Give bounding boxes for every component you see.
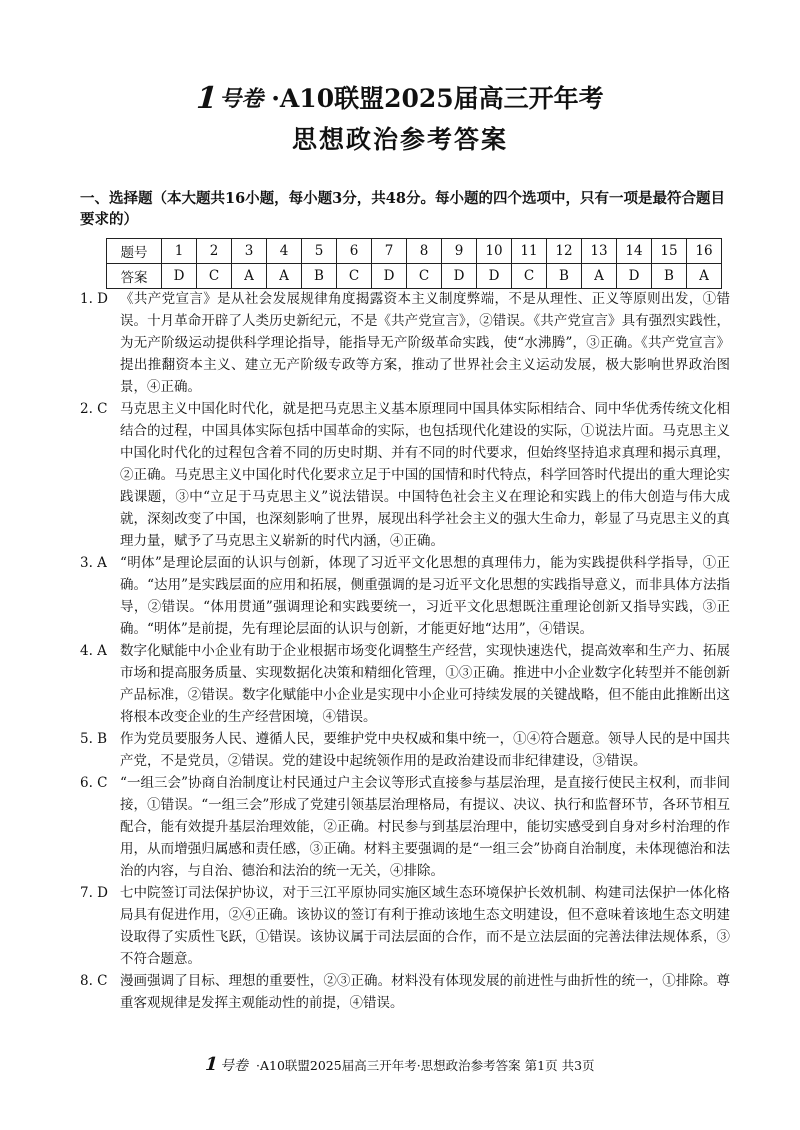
brand-logo <box>191 81 264 116</box>
row-label-number: 题号 <box>107 239 162 264</box>
page-footer <box>0 1054 800 1075</box>
list-item <box>80 772 730 882</box>
list-item <box>80 882 730 970</box>
exam-title: ·A10联盟2025届高三开年考 <box>271 84 604 113</box>
table-cell: 8 <box>407 239 442 264</box>
question-number: 5. B <box>80 731 108 747</box>
table-cell: D <box>372 264 407 289</box>
question-explanation: 数字化赋能中小企业有助于企业根据市场变化调整生产经营，实现快速迭代，提高效率和生产力、拓展市场和提高服务质量、实现数据化决策和精细化管理，①③正确。推进中小企业数字化转型并不能创新产品标准，②错误。数字化赋能中小企业是实现中小企业可持续发展的关键战略，但不能由此推断出这将根本改变企业的生产经营困境，④错误。 <box>120 643 730 725</box>
table-cell: A <box>232 264 267 289</box>
table-cell: B <box>302 264 337 289</box>
table-cell: 7 <box>372 239 407 264</box>
table-cell: C <box>512 264 547 289</box>
table-cell: 16 <box>687 239 722 264</box>
footer-text: ·A10联盟2025届高三开年考·思想政治参考答案 第1页 共3页 <box>255 1057 595 1073</box>
row-label-answer: 答案 <box>107 264 162 289</box>
table-cell: 10 <box>477 239 512 264</box>
question-number: 3. A <box>80 555 107 571</box>
table-cell: D <box>442 264 477 289</box>
table-cell: C <box>407 264 442 289</box>
footer-brand-logo <box>202 1054 248 1075</box>
question-explanation: “一组三会”协商自治制度让村民通过户主会议等形式直接参与基层治理，是直接行使民主权利，而非间接，①错误。“一组三会”形成了党建引领基层治理格局，有提议、决议、执行和监督环节，各环节相互配合，能有效提升基层治理效能，②正确。村民参与到基层治理中，能切实感受到自身对乡村治理的作用，从而增强归属感和责任感，③正确。材料主要强调的是“一组三会”协商自治制度，未体现德治和法治的内容，与自治、德治和法治的统一无关，④排除。 <box>120 775 730 879</box>
table-cell: 15 <box>652 239 687 264</box>
table-cell: D <box>477 264 512 289</box>
question-explanation: 漫画强调了目标、理想的重要性，②③正确。材料没有体现发展的前进性与曲折性的统一，①排除。尊重客观规律是发挥主观能动性的前提，④错误。 <box>120 973 730 1011</box>
question-number: 6. C <box>80 775 108 791</box>
question-explanation: 《共产党宣言》是从社会发展规律角度揭露资本主义制度弊端，不是从理性、正义等原则出发，①错误。十月革命开辟了人类历史新纪元，不是《共产党宣言》，②错误。《共产党宣言》具有强烈实践性，为无产阶级运动提供科学理论指导，能指导无产阶级革命实践，使“水沸腾”，③正确。《共产党宣言》提出推翻资本主义、建立无产阶级专政等方案，推动了世界社会主义运动发展，极大影响世界政治图景，④正确。 <box>120 291 730 395</box>
table-cell: 2 <box>197 239 232 264</box>
table-cell: 1 <box>162 239 197 264</box>
question-explanation: 作为党员要服务人民、遵循人民，要维护党中央权威和集中统一，①④符合题意。领导人民的是中国共产党，不是党员，②错误。党的建设中起统领作用的是政治建设而非纪律建设，③错误。 <box>120 731 730 769</box>
table-cell: D <box>617 264 652 289</box>
table-cell: C <box>337 264 372 289</box>
table-cell: 13 <box>582 239 617 264</box>
list-item <box>80 640 730 728</box>
table-cell: A <box>687 264 722 289</box>
table-cell: 4 <box>267 239 302 264</box>
question-explanation: 七中院签订司法保护协议，对于三江平原协同实施区域生态环境保护长效机制、构建司法保护一体化格局具有促进作用，②④正确。该协议的签订有利于推动该地生态文明建设，但不意味着该地生态文明建设取得了实质性飞跃，①错误。该协议属于司法层面的合作，而不是立法层面的完善法律法规体系，③不符合题意。 <box>120 885 730 967</box>
question-number: 1. D <box>80 291 108 307</box>
table-cell: 14 <box>617 239 652 264</box>
table-cell: 5 <box>302 239 337 264</box>
table-cell: A <box>267 264 302 289</box>
table-cell: C <box>197 264 232 289</box>
list-item <box>80 970 730 1014</box>
question-number: 4. A <box>80 643 107 659</box>
brand-text: 号卷 <box>219 86 264 112</box>
question-explanation: 马克思主义中国化时代化，就是把马克思主义基本原理同中国具体实际相结合、同中华优秀传统文化相结合的过程，中国具体实际包括中国革命的实际，也包括现代化建设的实际，①说法片面。马克思主义中国化时代化的过程包含着不同的历史时期、并有不同的时代要求，但始终坚持追求真理和揭示真理，②正确。马克思主义中国化时代化要求立足于中国的国情和时代特点，科学回答时代提出的重大理论实践课题，③中“立足于马克思主义”说法错误。中国特色社会主义在理论和实践上的伟大创造与伟大成就，深刻改变了中国，也深刻影响了世界，展现出科学社会主义的强大生命力，彰显了马克思主义的真理力量，赋予了马克思主义崭新的时代内涵，④正确。 <box>120 401 730 549</box>
question-number: 2. C <box>80 401 108 417</box>
table-cell: D <box>162 264 197 289</box>
table-cell: 12 <box>547 239 582 264</box>
explanations-list <box>80 288 730 1014</box>
table-cell: 6 <box>337 239 372 264</box>
table-cell: B <box>547 264 582 289</box>
footer-brand-mark: 1 <box>202 1054 221 1075</box>
table-cell: B <box>652 264 687 289</box>
question-number: 7. D <box>80 885 108 901</box>
table-cell: 9 <box>442 239 477 264</box>
answer-table <box>106 238 722 289</box>
table-cell: A <box>582 264 617 289</box>
table-cell: 3 <box>232 239 267 264</box>
document-title: 思想政治参考答案 <box>291 125 508 154</box>
question-number: 8. C <box>80 973 108 989</box>
list-item <box>80 398 730 552</box>
table-row-numbers <box>107 239 722 264</box>
section-heading: 一、选择题（本大题共16小题，每小题3分，共48分。每小题的四个选项中，只有一项是最符合题目要求的） <box>80 190 725 228</box>
list-item <box>80 288 730 398</box>
question-explanation: “明体”是理论层面的认识与创新，体现了习近平文化思想的真理伟力，能为实践提供科学指导，①正确。“达用”是实践层面的应用和拓展，侧重强调的是习近平文化思想的实践指导意义，而非具体方法指导，②错误。“体用贯通”强调理论和实践要统一，习近平文化思想既注重理论创新又指导实践，③正确。“明体”是前提，先有理论层面的认识与创新，才能更好地“达用”，④错误。 <box>120 555 730 637</box>
table-row-answers <box>107 264 722 289</box>
list-item <box>80 552 730 640</box>
footer-brand-text: 号卷 <box>219 1057 248 1074</box>
list-item <box>80 728 730 772</box>
title-block <box>0 82 800 158</box>
table-cell: 11 <box>512 239 547 264</box>
brand-mark: 1 <box>191 81 223 116</box>
title-line-1 <box>0 82 800 116</box>
